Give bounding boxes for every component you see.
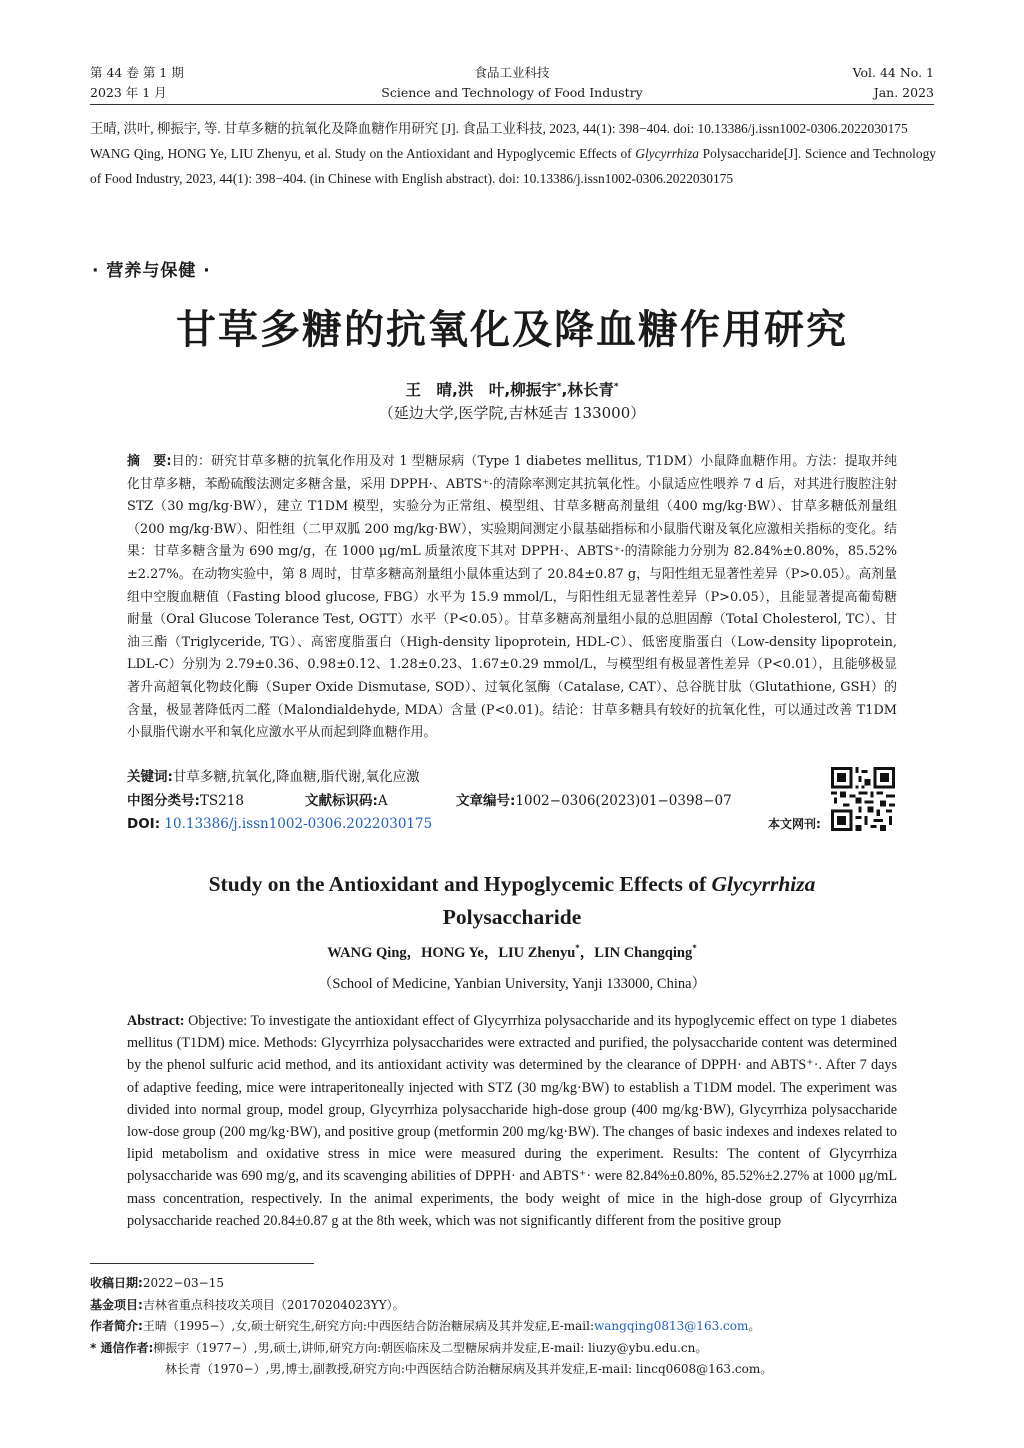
corresponding-mark: * xyxy=(556,381,562,392)
received-label: 收稿日期: xyxy=(90,1276,143,1290)
volume-en: Vol. 44 No. 1 xyxy=(852,65,934,80)
journal-name xyxy=(90,63,934,103)
header-rule xyxy=(90,104,934,105)
qr-label: 本文网刊: xyxy=(768,817,821,831)
citation-cn: 王晴, 洪叶, 柳振宇, 等. 甘草多糖的抗氧化及降血糖作用研究 [J]. 食品工业科技, 2023, 44(1): 398−404. doi: 10.13386/j.issn1002-0306.2022030175 xyxy=(90,121,908,136)
authors-en-part1: WANG Qing，HONG Ye，LIU Zhenyu xyxy=(327,945,576,961)
abstract-cn-label: 摘 要: xyxy=(127,454,172,469)
author-bio: 王晴（1995−）,女,硕士研究生,研究方向:中西医结合防治糖尿病及其并发症,E-mail: xyxy=(142,1319,594,1333)
fund-text: 吉林省重点科技攻关项目（20170204023YY）。 xyxy=(142,1298,405,1312)
citation-block xyxy=(90,116,936,191)
qr-block xyxy=(768,767,898,831)
abstract-en xyxy=(127,1010,897,1232)
page-title: 甘草多糖的抗氧化及降血糖作用研究 xyxy=(176,307,848,353)
abstract-cn-text: 目的：研究甘草多糖的抗氧化作用及对 1 型糖尿病（Type 1 diabetes mellitus, T1DM）小鼠降血糖作用。方法：提取并纯化甘草多糖，苯酚硫酸法测定多糖含量，采用 DPPH·、ABTS⁺·的清除率测定其抗氧化性。小鼠适应性喂养 7 d 后，对其进行腹腔注射 STZ（30 mg/kg·BW），建立 T1DM 模型，实验分为正常组、模型组、甘草多糖高剂量组（400 mg/kg·BW）、甘草多糖低剂量组（200 mg/kg·BW）、阳性组（二甲双胍 200 mg/kg·BW），实验期间测定小鼠基础指标和小鼠脂代谢及氧化应激相关指标的变化。结果：甘草多糖含量为 690 mg/g，在 1000 μg/mL 质量浓度下其对 DPPH·、ABTS⁺·的清除能力分别为 82.84%±0.80%，85.52%±2.27%。在动物实验中，第 8 周时，甘草多糖高剂量组小鼠体重达到了 20.84±0.87 g，与阳性组无显著性差异（P>0.05）。高剂量组中空腹血糖值（Fasting blood glucose, FBG）水平为 15.9 mmol/L，与阳性组无显著性差异（P>0.05），且能显著提高葡萄糖耐量（Oral Glucose Tolerance Test, OGTT）水平（P<0.05）。甘草多糖高剂量组小鼠的总胆固醇（Total Cholesterol, TC）、甘油三酯（Triglyceride, TG）、高密度脂蛋白（High-density lipoprotein, HDL-C）、低密度脂蛋白（Low-density lipoprotein, LDL-C）分别为 2.79±0.36、0.98±0.12、1.28±0.23、1.67±0.29 mmol/L，与模型组有极显著性差异（P<0.01），且能够极显著升高超氧化物歧化酶（Super Oxide Dismutase, SOD）、过氧化氢酶（Catalase, CAT）、总谷胱甘肽（Glutathione, GSH）的含量，极显著降低丙二醛（Malondialdehyde, MDA）含量 (P<0.01)。结论：甘草多糖具有较好的抗氧化性，可以通过改善 T1DM 小鼠脂代谢水平和氧化应激水平从而起到降血糖作用。 xyxy=(127,454,897,741)
running-header xyxy=(90,63,934,105)
volume-issue-en xyxy=(853,63,934,103)
citation-en-part1: WANG Qing, HONG Ye, LIU Zhenyu, et al. Study on the Antioxidant and Hypoglycemic Effects of xyxy=(90,146,636,161)
clc-group xyxy=(127,790,244,812)
footnote-fund xyxy=(90,1295,940,1315)
qr-code-icon[interactable] xyxy=(831,767,895,831)
keywords-line xyxy=(127,766,827,788)
affiliation-cn: （延边大学,医学院,吉林延吉 133000） xyxy=(378,404,646,422)
author-label: 作者简介: xyxy=(90,1319,143,1333)
received-date: 2022−03−15 xyxy=(142,1276,224,1290)
corresponding-mark: * xyxy=(692,943,697,954)
corresponding-label: * 通信作者: xyxy=(90,1341,154,1355)
date-cn: 2023 年 1 月 xyxy=(90,85,167,100)
doi-label: DOI: xyxy=(127,816,161,832)
fund-label: 基金项目: xyxy=(90,1298,143,1312)
journal-name-cn: 食品工业科技 xyxy=(474,65,550,80)
author-bio-end: 。 xyxy=(748,1319,761,1333)
abstract-cn xyxy=(127,451,897,745)
authors-cn-part1: 王 晴,洪 叶,柳振宇 xyxy=(405,381,557,399)
authors-cn-part2: ,林长青 xyxy=(561,381,614,399)
citation-en xyxy=(90,141,936,191)
authors-en xyxy=(0,941,1024,962)
abstract-en-label: Abstract: xyxy=(127,1013,185,1029)
corresponding-mark: * xyxy=(613,381,619,392)
citation-en-part2: Polysaccharide[J]. Science and Technology of Food Industry, 2023, 44(1): 398−404. (in Chinese with English abstract). doi: 10.13386/j.issn1002-0306.2022030175 xyxy=(90,146,936,186)
title-en-italic: Glycyrrhiza xyxy=(711,872,816,896)
title-en-line2: Polysaccharide xyxy=(442,905,582,929)
abstract-en-text: Objective: To investigate the antioxidant effect of Glycyrrhiza polysaccharide and its hypoglycemic effect on type 1 diabetes mellitus (T1DM) mice. Methods: Glycyrrhiza polysaccharides were extracted and purified, the polysaccharide content was determined by the phenol sulfuric acid method, and its antioxidant activity was determined by the clearance of DPPH· and ABTS⁺·. After 7 days of adaptive feeding, mice were intraperitoneally injected with STZ (30 mg/kg·BW) to establish a T1DM model. The experiment was divided into normal group, model group, Glycyrrhiza polysaccharide high-dose group (400 mg/kg·BW), Glycyrrhiza polysaccharide low-dose group (200 mg/kg·BW), and positive group (metformin 200 mg/kg·BW). The changes of basic indexes and indexes related to lipid metabolism and oxidative stress in mice were measured during the experiment. Results: The content of Glycyrrhiza polysaccharide was 690 mg/g, and its scavenging abilities of DPPH· and ABTS⁺· were 82.84%±0.80%, 85.52%±2.27% at 1000 μg/mL mass concentration, respectively. In the animal experiments, the body weight of mice in the high-dose group of Glycyrrhiza polysaccharide reached 20.84±0.87 g at the 8th week, which was not significantly different from the positive group xyxy=(127,1013,897,1229)
article-no-label: 文章编号: xyxy=(456,793,516,809)
journal-name-en: Science and Technology of Food Industry xyxy=(381,85,643,100)
corresponding-author-1: 柳振宇（1977−）,男,硕士,讲师,研究方向:朝医临床及二型糖尿病并发症,E-mail: liuzy@ybu.edu.cn。 xyxy=(153,1341,708,1355)
authors-en-part2: ，LIN Changqing xyxy=(579,945,693,961)
doc-code-value: A xyxy=(377,793,388,809)
doi-line xyxy=(127,813,767,835)
title-en-text: Study on the Antioxidant and Hypoglycemic Effects of xyxy=(208,872,712,896)
title-en-line1 xyxy=(0,868,1024,901)
affiliation-en: （School of Medicine, Yanbian University, Yanji 133000, China） xyxy=(317,976,707,992)
clc-label: 中图分类号: xyxy=(127,793,200,809)
section-label: · 营养与保健 · xyxy=(92,261,211,281)
date-en: Jan. 2023 xyxy=(873,85,934,100)
footnote-corresponding xyxy=(90,1338,940,1358)
doi-link[interactable]: 10.13386/j.issn1002-0306.2022030175 xyxy=(164,816,433,832)
keywords-label: 关键词: xyxy=(127,769,173,785)
article-no-group xyxy=(456,790,732,812)
citation-en-italic: Glycyrrhiza xyxy=(635,146,700,161)
footnote-corresponding-2: 林长青（1970−）,男,博士,副教授,研究方向:中西医结合防治糖尿病及其并发症,E-mail: lincq0608@163.com。 xyxy=(165,1362,773,1376)
footnote-author xyxy=(90,1316,940,1336)
footnote-received xyxy=(90,1273,940,1293)
author-email-link[interactable]: wangqing0813@163.com xyxy=(594,1319,749,1333)
doc-code-label: 文献标识码: xyxy=(305,793,378,809)
keywords-value: 甘草多糖,抗氧化,降血糖,脂代谢,氧化应激 xyxy=(172,769,420,785)
authors-cn xyxy=(0,378,1024,400)
clc-value: TS218 xyxy=(199,793,244,809)
volume-cn: 第 44 卷 第 1 期 xyxy=(90,65,184,80)
corresponding-mark: * xyxy=(575,943,580,954)
footnote-rule xyxy=(90,1263,314,1264)
title-en xyxy=(0,868,1024,934)
doc-code-group xyxy=(305,790,388,812)
article-no-value: 1002−0306(2023)01−0398−07 xyxy=(515,793,732,809)
